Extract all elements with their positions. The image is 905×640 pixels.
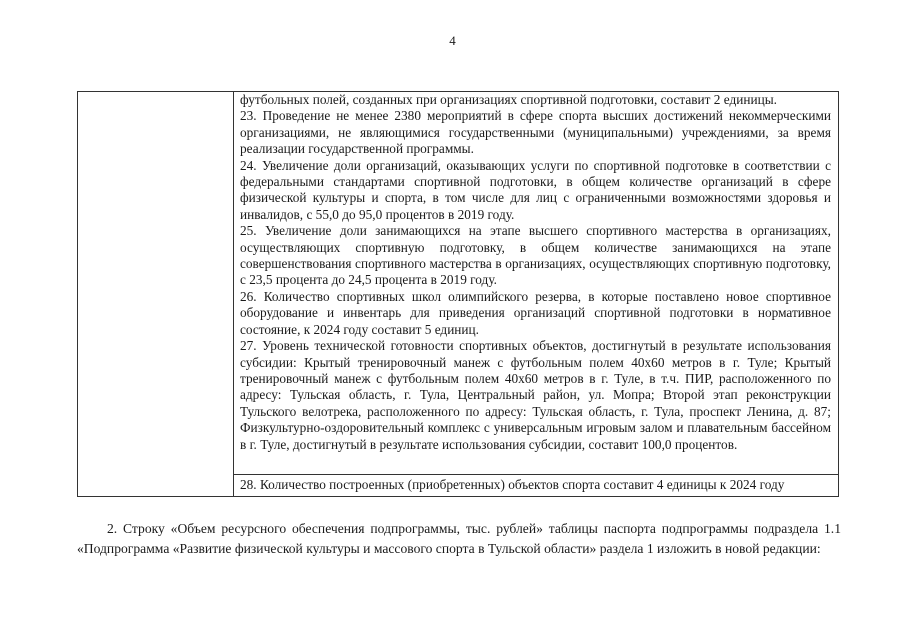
passport-table [77,91,839,497]
table-item-26: 26. Количество спортивных школ олимпийского резерва, в которые поставлено новое спортивное оборудование и инвентарь для приведения организаций спортивной подготовки в нормативное состояние, к 2024 году составит 5 единиц. [240,288,831,337]
table-right-column [240,92,831,453]
table-item-28: 28. Количество построенных (приобретенных) объектов спорта составит 4 единицы к 2024 году [240,477,785,492]
table-item-25: 25. Увеличение доли занимающихся на этапе высшего спортивного мастерства в организациях, осуществляющих спортивную подготовку, в общем количестве занимающихся на этапе совершенствования спортивного мастерства в организациях, осуществляющих спортивную подготовку, с 23,5 процента до 24,5 процента в 2019 году. [240,223,831,288]
table-item-23: 23. Проведение не менее 2380 мероприятий в сфере спорта высших достижений некоммерческими организациями, не являющимися государственными (муниципальными) учреждениями, за время реализации государственной программы. [240,108,831,157]
table-item-24: 24. Увеличение доли организаций, оказывающих услуги по спортивной подготовке в соответствии с федеральными стандартами спортивной подготовки, в общем количестве организаций в сфере физической культуры и спорта, в том числе для лиц с ограниченными возможностями здоровья и инвалидов, с 55,0 до 95,0 процентов в 2019 году. [240,157,831,222]
table-left-column [78,92,234,496]
table-item-27: 27. Уровень технической готовности спортивных объектов, достигнутый в результате использования субсидии: Крытый тренировочный манеж с футбольным полем 40х60 метров в г. Туле; Крытый тренировочный манеж с футбольным полем 40х60 метров в г. Туле, в т.ч. ПИР, расположенного по адресу: Тульская область, г. Тула, Центральный район, ул. Мопра; Второй этап реконструкции Тульского велотрека, расположенного по адресу: Тульская область, г. Тула, проспект Ленина, д. 87; Физкультурно-оздоровительный комплекс с универсальным игровым залом и плавательным бассейном в г. Туле, достигнутый в результате использования субсидии, составит 100,0 процентов. [240,338,831,452]
page-number: 4 [449,33,456,48]
table-row-divider [233,474,838,475]
table-item-22-tail: футбольных полей, созданных при организациях спортивной подготовки, составит 2 единицы. [240,92,777,107]
body-paragraph: 2. Строку «Объем ресурсного обеспечения подпрограммы, тыс. рублей» таблицы паспорта подпрограммы подраздела 1.1 «Подпрограмма «Развитие физической культуры и массового спорта в Тульской области» раздела 1 изложить в новой редакции: [77,521,841,556]
